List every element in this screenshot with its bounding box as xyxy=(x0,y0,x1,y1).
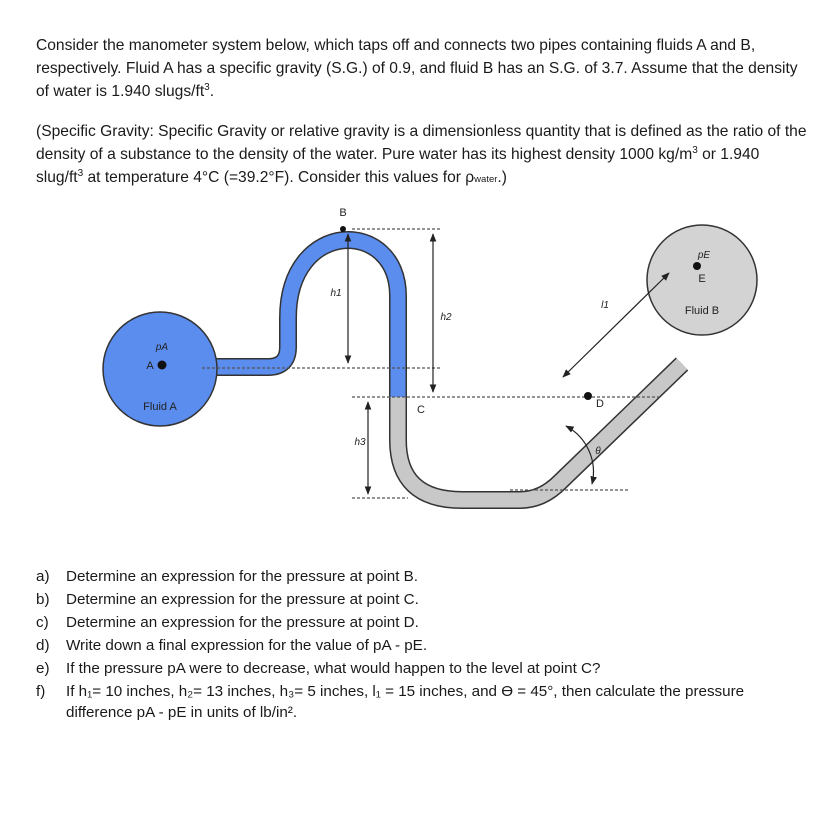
label-h3: h3 xyxy=(354,437,366,448)
l1-arrow xyxy=(563,273,669,377)
note-part1: (Specific Gravity: Specific Gravity or relative gravity is a dimensionless quantity that is defined as the ratio of the density of a substance to the density of the water. Pure water has its highest density 1000 kg/m xyxy=(36,123,807,163)
label-d: D xyxy=(596,398,604,410)
label-pe: pE xyxy=(697,250,711,261)
question-e-text: If the pressure pA were to decrease, what would happen to the level at point C? xyxy=(66,660,601,677)
label-a: A xyxy=(146,360,154,372)
note-sub: water xyxy=(474,174,498,185)
point-e-dot xyxy=(693,262,701,270)
intro-sup: 3 xyxy=(204,81,210,93)
label-h2: h2 xyxy=(440,312,452,323)
note-sup1: 3 xyxy=(692,144,698,156)
label-pa: pA xyxy=(155,342,169,353)
label-l1: l1 xyxy=(601,300,609,311)
question-d-text: Write down a final expression for the value of pA - pE. xyxy=(66,637,428,654)
question-d-letter: d) xyxy=(36,637,50,654)
label-e: E xyxy=(698,273,706,285)
label-c: C xyxy=(417,404,425,416)
label-fluid-b: Fluid B xyxy=(684,305,720,317)
question-f-text: If h₁= 10 inches, h₂= 13 inches, h₃= 5 inches, l₁ = 15 inches, and ϴ = 45°, then calculate the pressure difference pA - pE in units of lb/in². xyxy=(66,683,745,721)
note-sup2: 3 xyxy=(77,167,84,179)
intro-text: Consider the manometer system below, which taps off and connects two pipes containing fluids A and B, respectively. Fluid A has a specific gravity (S.G.) of 0.9, and fluid B has an S.G. of 3.7. Assume that the density of water is 1.940 slugs/ft xyxy=(36,37,798,100)
problem-intro xyxy=(36,34,808,103)
fluid-a-pipe-fill xyxy=(210,240,398,397)
question-f-letter: f) xyxy=(36,683,46,700)
label-h1: h1 xyxy=(330,288,342,299)
question-b-text: Determine an expression for the pressure at point C. xyxy=(66,591,419,608)
manometer-diagram xyxy=(90,200,770,530)
label-fluid-a: Fluid A xyxy=(143,401,177,413)
question-c-text: Determine an expression for the pressure at point D. xyxy=(66,614,419,631)
label-b: B xyxy=(339,207,347,219)
question-a-text: Determine an expression for the pressure at point B. xyxy=(66,568,419,585)
gauge-fluid-pipe xyxy=(398,364,682,500)
specific-gravity-note xyxy=(36,120,808,191)
question-a-letter: a) xyxy=(36,568,50,585)
question-b-letter: b) xyxy=(36,591,50,608)
question-c-letter: c) xyxy=(36,614,49,631)
point-d-dot xyxy=(584,392,592,400)
question-e-letter: e) xyxy=(36,660,50,677)
label-theta: θ xyxy=(595,446,601,457)
intro-end: . xyxy=(209,83,215,100)
point-a-dot xyxy=(158,361,167,370)
point-b-dot xyxy=(340,226,346,232)
note-part4: .) xyxy=(497,169,507,186)
note-part2: or 1.940 slug/ft xyxy=(36,146,760,186)
gauge-fluid-pipe-fill xyxy=(398,364,682,500)
note-part3: at temperature 4°C (=39.2°F). Consider this values for ρ xyxy=(83,169,475,186)
